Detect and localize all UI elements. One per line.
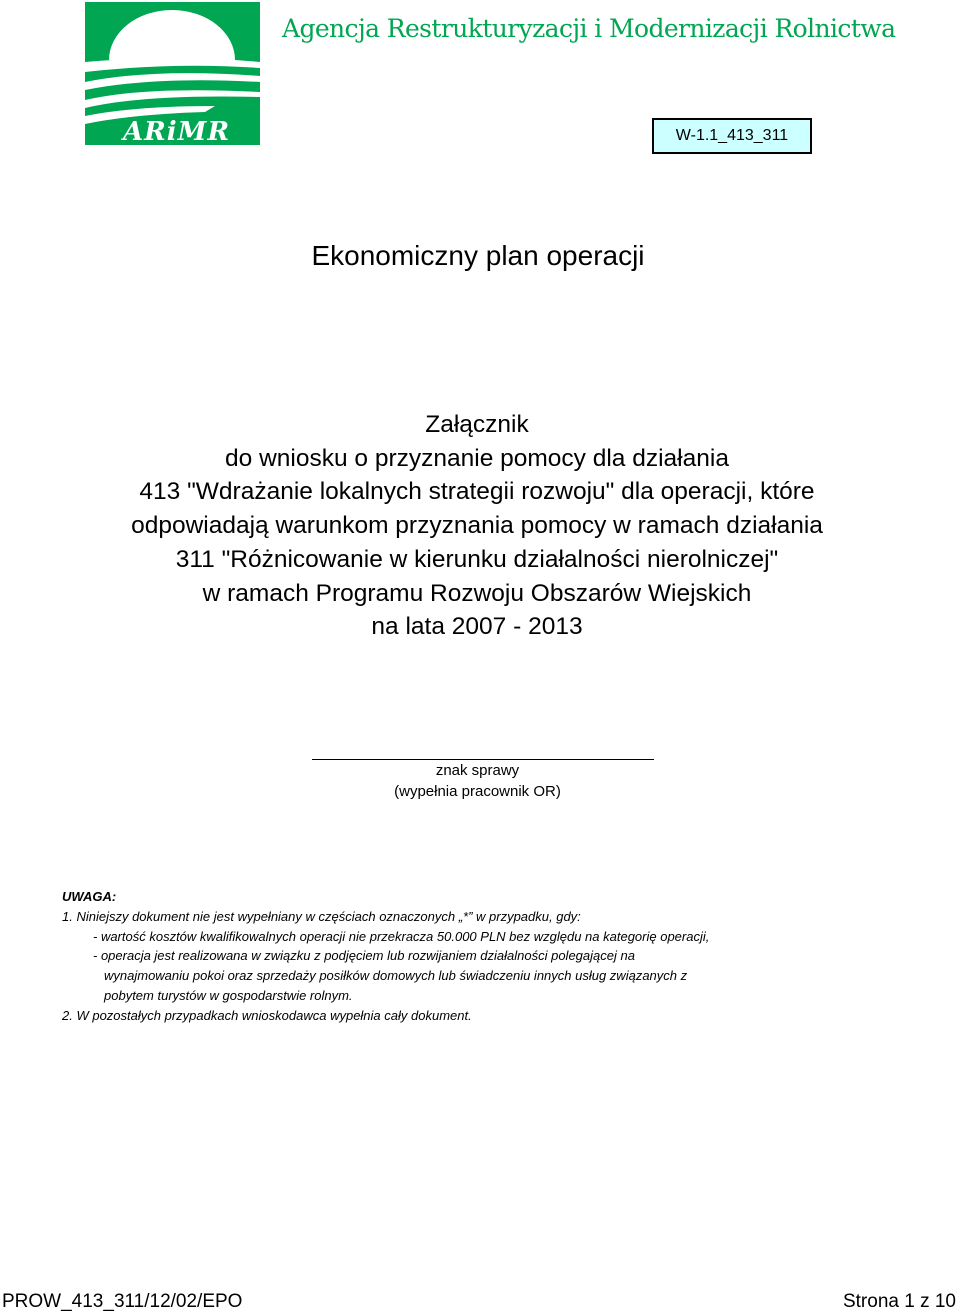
notes-section: [62, 887, 942, 1026]
note-item-1b-cont: pobytem turystów w gospodarstwie rolnym.: [104, 987, 353, 1003]
page-title: Ekonomiczny plan operacji: [311, 240, 645, 271]
footer-doc-id: PROW_413_311/12/02/EPO: [2, 1291, 243, 1312]
subtitle-line: odpowiadają warunkom przyznania pomocy w ramach działania: [131, 512, 823, 540]
case-number-note: (wypełnia pracownik OR): [394, 783, 561, 800]
note-item-1b-cont: wynajmowaniu pokoi oraz sprzedaży posiłków domowych lub świadczeniu innych usług związanych z: [104, 968, 688, 984]
subtitle-line: w ramach Programu Rozwoju Obszarów Wiejskich: [202, 579, 752, 607]
note-item-1: 1. Niniejszy dokument nie jest wypełniany w częściach oznaczonych „*” w przypadku, gdy:: [62, 908, 581, 924]
agency-name: Agencja Restrukturyzacji i Modernizacji Rolnictwa: [282, 14, 896, 43]
logo-graphic: [85, 2, 260, 145]
svg-text:ARiMR: ARiMR: [123, 117, 231, 145]
note-item-1b: - operacja jest realizowana w związku z podjęciem lub rozwijaniem działalności polegającej na: [93, 948, 635, 964]
subtitle-line: 311 "Różnicowanie w kierunku działalności nierolniczej": [175, 545, 779, 573]
subtitle-line: Załącznik: [425, 411, 529, 438]
note-item-2: 2. W pozostałych przypadkach wnioskodawca wypełnia cały dokument.: [62, 1007, 472, 1023]
arimr-logo: [85, 2, 260, 145]
subtitle-block: [0, 408, 954, 644]
subtitle-line: 413 "Wdrażanie lokalnych strategii rozwoju" dla operacji, które: [139, 478, 815, 506]
case-number-label-block: [0, 760, 955, 802]
subtitle-line: do wniosku o przyznanie pomocy dla działania: [225, 444, 729, 472]
case-number-label: znak sprawy: [435, 762, 520, 779]
form-code-box: W-1.1_413_311: [652, 118, 812, 154]
footer-page-number: Strona 1 z 10: [842, 1291, 956, 1312]
note-item-1a: - wartość kosztów kwalifikowalnych operacji nie przekracza 50.000 PLN bez względu na kategorię operacji,: [93, 928, 710, 944]
notes-heading: UWAGA:: [62, 889, 117, 904]
subtitle-line: na lata 2007 - 2013: [371, 613, 583, 641]
